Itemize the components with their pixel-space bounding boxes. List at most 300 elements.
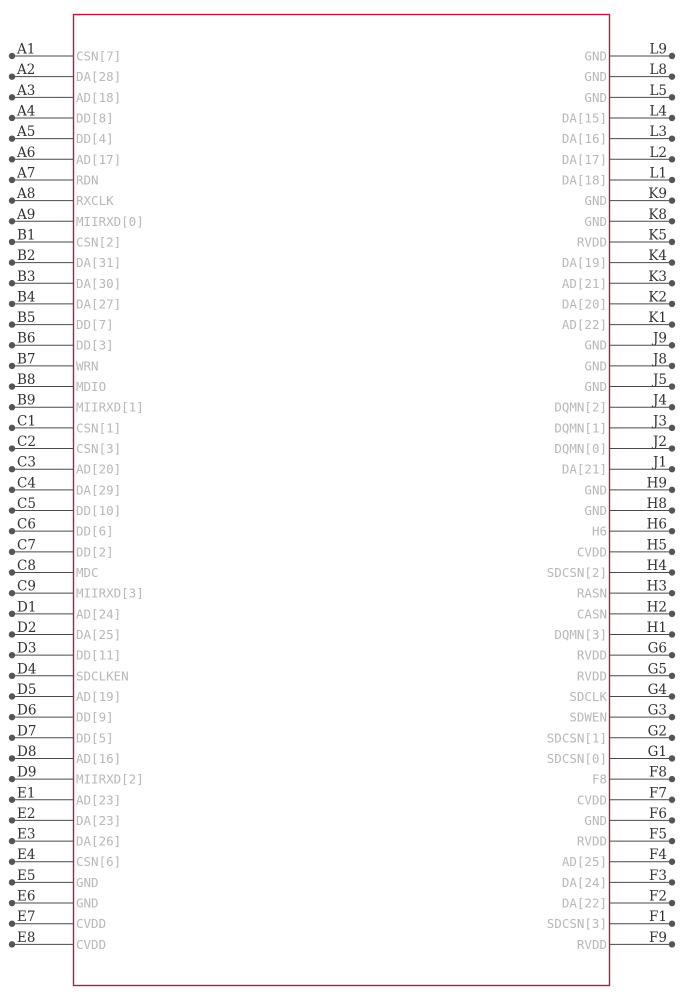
pin-name: DD[8]	[76, 110, 114, 126]
pin-name: DA[25]	[76, 626, 122, 642]
pin-name: GND	[584, 503, 607, 519]
pin-name: MIIRXD[2]	[76, 771, 144, 787]
pin-number: G4	[647, 681, 667, 698]
pin-number: C7	[17, 537, 36, 554]
pin-name: SDCSN[0]	[546, 750, 607, 766]
pin-endpoint-dot	[9, 156, 15, 162]
pin-endpoint-dot	[9, 239, 15, 245]
pin-number: B6	[17, 330, 36, 347]
pin-number: B1	[17, 227, 36, 244]
pin-endpoint-dot	[9, 714, 15, 720]
pin-name: DA[28]	[76, 69, 122, 85]
pin-name: RDN	[76, 172, 99, 188]
pin-endpoint-dot	[9, 487, 15, 493]
pin-number: D2	[17, 619, 37, 636]
pin-K3	[562, 269, 675, 291]
pin-name: GND	[584, 213, 607, 229]
pin-number: F3	[649, 867, 667, 884]
pin-number: F5	[649, 826, 667, 843]
pin-endpoint-dot	[9, 259, 15, 265]
pin-endpoint-dot	[669, 321, 675, 327]
pin-name: RVDD	[576, 833, 607, 849]
pin-G5	[577, 661, 675, 683]
pin-name: DA[27]	[76, 296, 122, 312]
pin-F9	[577, 930, 675, 952]
pin-name: DD[5]	[76, 730, 114, 746]
pin-number: E1	[17, 785, 36, 802]
pin-C5	[9, 496, 121, 518]
pin-number: A4	[17, 103, 36, 120]
pin-name: CVDD	[76, 916, 107, 932]
pin-endpoint-dot	[9, 817, 15, 823]
pin-number: D3	[17, 640, 37, 657]
pin-B3	[9, 269, 121, 291]
pin-name: SDCSN[1]	[546, 730, 607, 746]
pin-name: DA[26]	[76, 833, 122, 849]
pin-number: C3	[17, 454, 36, 471]
pin-name: SDWEN	[569, 709, 607, 725]
pin-F5	[577, 827, 675, 849]
pin-endpoint-dot	[9, 342, 15, 348]
pin-endpoint-dot	[669, 714, 675, 720]
pin-F1	[547, 909, 675, 931]
pin-C9	[9, 579, 144, 601]
pin-name: AD[22]	[561, 317, 607, 333]
pin-number: F6	[649, 805, 667, 822]
pin-endpoint-dot	[9, 569, 15, 575]
pin-name: RVDD	[576, 647, 607, 663]
pin-name: AD[18]	[76, 89, 122, 105]
pin-name: DA[30]	[76, 275, 122, 291]
pin-number: J8	[652, 351, 667, 368]
pin-endpoint-dot	[9, 900, 15, 906]
pin-name: DA[23]	[76, 812, 122, 828]
pin-endpoint-dot	[9, 115, 15, 121]
pin-D1	[9, 599, 121, 621]
pin-C7	[9, 537, 114, 559]
pin-endpoint-dot	[9, 735, 15, 741]
pin-name: DD[6]	[76, 523, 114, 539]
pin-number: A8	[17, 186, 36, 203]
pin-K4	[562, 248, 675, 270]
pin-name: SDCSN[3]	[546, 916, 607, 932]
pin-name: CSN[1]	[76, 420, 122, 436]
pin-endpoint-dot	[669, 156, 675, 162]
pin-H6	[592, 517, 675, 539]
pin-endpoint-dot	[9, 859, 15, 865]
pin-name: CSN[7]	[76, 48, 122, 64]
pin-D3	[9, 641, 121, 663]
pin-name: GND	[76, 874, 99, 890]
pin-endpoint-dot	[9, 507, 15, 513]
pin-number: L9	[649, 41, 667, 58]
pin-endpoint-dot	[669, 466, 675, 472]
pin-name: H6	[591, 523, 607, 539]
pin-number: L1	[649, 165, 667, 182]
pin-number: F8	[649, 764, 667, 781]
pin-A1	[9, 42, 121, 64]
pin-H1	[554, 620, 675, 642]
pin-number: H5	[646, 537, 667, 554]
pin-A2	[9, 62, 121, 84]
pin-name: GND	[76, 895, 99, 911]
pin-endpoint-dot	[669, 528, 675, 534]
pin-name: DD[11]	[76, 647, 122, 663]
pin-number: E6	[17, 888, 36, 905]
pin-name: DA[18]	[561, 172, 607, 188]
pin-name: F8	[591, 771, 607, 787]
pin-number: H4	[646, 558, 667, 574]
pin-G4	[569, 682, 675, 704]
pin-endpoint-dot	[9, 218, 15, 224]
pin-name: RVDD	[576, 234, 607, 250]
pin-number: B8	[17, 372, 36, 389]
pin-number: A3	[17, 82, 36, 99]
pin-name: RVDD	[576, 668, 607, 684]
pin-L3	[562, 124, 675, 146]
pin-number: F9	[649, 929, 667, 946]
component-body	[74, 15, 610, 986]
pin-name: DA[24]	[561, 874, 607, 890]
pin-name: SDCSN[2]	[546, 565, 607, 580]
pin-H8	[584, 496, 675, 518]
pin-D7	[9, 723, 114, 745]
pin-name: DQMN[3]	[554, 626, 607, 642]
pin-endpoint-dot	[669, 197, 675, 203]
pin-number: A6	[17, 144, 36, 161]
pin-endpoint-dot	[669, 693, 675, 699]
pin-endpoint-dot	[669, 487, 675, 493]
pin-endpoint-dot	[669, 445, 675, 451]
pin-number: E5	[17, 867, 36, 884]
pin-number: J3	[652, 413, 667, 430]
pin-H3	[577, 579, 675, 601]
pin-name: SDCLK	[569, 688, 607, 704]
pin-name: MDC	[76, 565, 99, 580]
pin-name: CVDD	[76, 936, 107, 952]
pin-number: B7	[17, 351, 36, 368]
pin-endpoint-dot	[9, 301, 15, 307]
pin-K9	[584, 186, 675, 208]
pin-number: J4	[652, 392, 667, 409]
pin-endpoint-dot	[9, 466, 15, 472]
pin-D2	[9, 620, 121, 642]
pin-endpoint-dot	[9, 280, 15, 286]
pin-name: AD[21]	[561, 275, 607, 291]
pin-name: RXCLK	[76, 193, 114, 209]
pin-number: K9	[648, 186, 667, 203]
pin-name: GND	[584, 48, 607, 64]
pin-K2	[562, 289, 675, 311]
pin-name: MIIRXD[0]	[76, 213, 144, 229]
pin-endpoint-dot	[9, 135, 15, 141]
pin-number: K3	[648, 268, 667, 285]
pin-endpoint-dot	[9, 549, 15, 555]
pin-E5	[9, 868, 99, 890]
pin-endpoint-dot	[669, 73, 675, 79]
pin-name: GND	[584, 812, 607, 828]
pin-J2	[554, 434, 675, 456]
pin-number: C6	[17, 516, 36, 533]
pin-J3	[554, 413, 675, 435]
pin-D6	[9, 703, 114, 725]
pin-number: D7	[17, 723, 37, 740]
pin-A4	[9, 103, 114, 125]
pin-A5	[9, 124, 114, 146]
pin-number: E2	[17, 805, 36, 822]
pin-endpoint-dot	[669, 859, 675, 865]
pin-number: D4	[17, 661, 37, 678]
pin-number: C5	[17, 496, 36, 513]
pin-number: K1	[648, 310, 667, 327]
pin-number: D6	[17, 702, 37, 719]
pin-number: C8	[17, 558, 36, 574]
pin-C2	[9, 434, 121, 456]
pin-F6	[584, 806, 675, 828]
pin-name: DA[21]	[561, 461, 607, 477]
pin-number: A5	[17, 124, 36, 141]
pin-name: AD[24]	[76, 606, 122, 622]
pin-name: DA[15]	[561, 110, 607, 126]
pin-F4	[562, 847, 675, 869]
pin-number: C9	[17, 578, 36, 595]
pin-endpoint-dot	[669, 404, 675, 410]
pin-endpoint-dot	[9, 838, 15, 844]
pin-endpoint-dot	[669, 838, 675, 844]
pin-endpoint-dot	[669, 735, 675, 741]
pin-C3	[9, 455, 121, 477]
pin-number: J1	[652, 454, 667, 471]
pin-K8	[584, 207, 675, 229]
pin-endpoint-dot	[669, 94, 675, 100]
pin-endpoint-dot	[9, 673, 15, 679]
pin-endpoint-dot	[9, 611, 15, 617]
pin-endpoint-dot	[669, 549, 675, 555]
pin-number: L5	[649, 82, 667, 99]
pin-endpoint-dot	[669, 817, 675, 823]
pin-number: J5	[652, 372, 667, 389]
pin-name: DA[31]	[76, 255, 122, 271]
pin-number: L8	[649, 62, 667, 79]
pin-endpoint-dot	[669, 53, 675, 59]
pin-number: E4	[17, 847, 36, 864]
pin-B2	[9, 248, 121, 270]
pin-F7	[577, 785, 675, 807]
pin-endpoint-dot	[669, 280, 675, 286]
pin-name: DA[19]	[561, 255, 607, 271]
pin-endpoint-dot	[669, 177, 675, 183]
pin-name: DD[2]	[76, 544, 114, 560]
pin-L9	[584, 42, 675, 64]
pin-endpoint-dot	[669, 301, 675, 307]
pin-number: F1	[649, 909, 667, 926]
pin-name: GND	[584, 358, 607, 374]
pin-endpoint-dot	[9, 652, 15, 658]
pin-G6	[577, 641, 675, 663]
pin-endpoint-dot	[9, 528, 15, 534]
pin-endpoint-dot	[9, 383, 15, 389]
pin-number: L4	[649, 103, 667, 120]
pin-endpoint-dot	[9, 631, 15, 637]
pin-B7	[9, 351, 99, 373]
pin-name: CVDD	[576, 544, 607, 560]
pin-G3	[569, 703, 675, 725]
pin-name: AD[17]	[76, 151, 122, 167]
pin-E1	[9, 785, 121, 807]
pin-B8	[9, 372, 106, 394]
pin-name: CASN	[576, 606, 607, 622]
pin-E7	[9, 909, 106, 931]
pin-name: AD[20]	[76, 461, 122, 477]
pin-name: CSN[2]	[76, 234, 122, 250]
pin-name: CSN[3]	[76, 441, 122, 457]
pin-J1	[562, 455, 675, 477]
pin-name: MIIRXD[3]	[76, 585, 144, 601]
pin-D5	[9, 682, 121, 704]
pin-number: E8	[17, 929, 36, 946]
pin-A9	[9, 207, 144, 229]
pin-number: F7	[649, 785, 667, 802]
pin-number: B5	[17, 310, 36, 327]
pin-endpoint-dot	[9, 94, 15, 100]
pin-name: GND	[584, 89, 607, 105]
pin-name: DA[17]	[561, 151, 607, 167]
pin-E6	[9, 889, 99, 911]
pin-number: H2	[646, 599, 667, 616]
pin-name: AD[23]	[76, 792, 122, 808]
pin-L4	[562, 103, 675, 125]
pin-L5	[584, 83, 675, 105]
pin-A7	[9, 165, 99, 187]
pin-name: DD[7]	[76, 317, 114, 333]
pin-name: GND	[584, 69, 607, 85]
pin-H4	[547, 558, 675, 580]
pin-number: G6	[647, 640, 667, 657]
pin-endpoint-dot	[669, 921, 675, 927]
pin-number: B9	[17, 392, 36, 409]
pin-G1	[547, 744, 675, 766]
pin-F8	[592, 765, 675, 787]
pin-H5	[577, 537, 675, 559]
pin-J4	[554, 393, 675, 415]
pin-number: B3	[17, 268, 36, 285]
pin-endpoint-dot	[669, 673, 675, 679]
pin-C4	[9, 475, 121, 497]
pin-endpoint-dot	[669, 879, 675, 885]
pin-number: L2	[649, 144, 667, 161]
pin-endpoint-dot	[9, 693, 15, 699]
pin-endpoint-dot	[669, 218, 675, 224]
pin-H9	[584, 475, 675, 497]
pin-endpoint-dot	[669, 776, 675, 782]
pin-name: DA[16]	[561, 131, 607, 147]
pin-name: MIIRXD[1]	[76, 399, 144, 415]
pin-K1	[562, 310, 675, 332]
pin-name: AD[25]	[561, 854, 607, 870]
pin-name: DA[29]	[76, 482, 122, 498]
pin-number: G3	[647, 702, 667, 719]
pin-endpoint-dot	[669, 425, 675, 431]
pin-number: C2	[17, 434, 36, 451]
pin-C8	[9, 558, 99, 580]
pin-number: G2	[647, 723, 667, 740]
pin-name: WRN	[76, 358, 99, 374]
pin-endpoint-dot	[9, 53, 15, 59]
pin-name: CSN[6]	[76, 854, 122, 870]
pin-number: H3	[646, 578, 667, 595]
pin-number: H9	[646, 475, 667, 492]
pin-name: DQMN[1]	[554, 420, 607, 436]
pin-endpoint-dot	[9, 755, 15, 761]
pin-D4	[9, 661, 129, 683]
pin-J8	[584, 351, 675, 373]
pin-endpoint-dot	[669, 135, 675, 141]
pin-number: C4	[17, 475, 36, 492]
pin-name: DA[22]	[561, 895, 607, 911]
pin-B5	[9, 310, 114, 332]
pin-number: H1	[646, 619, 667, 636]
pin-E3	[9, 827, 121, 849]
pin-name: AD[19]	[76, 688, 122, 704]
pin-endpoint-dot	[669, 115, 675, 121]
pin-number: A2	[17, 62, 36, 79]
pin-name: MDIO	[76, 379, 107, 395]
pin-number: D8	[17, 743, 37, 760]
pin-L8	[584, 62, 675, 84]
pin-endpoint-dot	[9, 797, 15, 803]
pin-endpoint-dot	[9, 404, 15, 410]
pin-C6	[9, 517, 114, 539]
pin-C1	[9, 413, 121, 435]
pin-number: A9	[17, 206, 36, 223]
pin-F2	[562, 889, 675, 911]
pin-name: DD[10]	[76, 503, 122, 519]
pin-endpoint-dot	[9, 445, 15, 451]
pin-name: SDCLKEN	[76, 668, 129, 684]
pin-endpoint-dot	[9, 197, 15, 203]
pin-F3	[562, 868, 675, 890]
pin-endpoint-dot	[669, 363, 675, 369]
pin-endpoint-dot	[669, 611, 675, 617]
pin-endpoint-dot	[669, 631, 675, 637]
pin-endpoint-dot	[9, 363, 15, 369]
pin-name: DQMN[0]	[554, 441, 607, 457]
pin-number: G1	[647, 743, 667, 760]
pin-H2	[577, 599, 675, 621]
pin-K5	[577, 227, 675, 249]
pin-endpoint-dot	[9, 425, 15, 431]
pin-B4	[9, 289, 121, 311]
pin-number: D9	[17, 764, 37, 781]
right-pin-column	[547, 42, 675, 952]
pin-endpoint-dot	[669, 569, 675, 575]
pin-name: DD[9]	[76, 709, 114, 725]
pin-endpoint-dot	[669, 342, 675, 348]
pin-endpoint-dot	[669, 259, 675, 265]
pin-number: K4	[648, 248, 667, 265]
left-pin-column	[9, 42, 144, 952]
pin-endpoint-dot	[669, 239, 675, 245]
pin-E8	[9, 930, 106, 952]
pin-number: B2	[17, 248, 36, 265]
pin-endpoint-dot	[669, 590, 675, 596]
pin-number: A1	[17, 41, 36, 58]
pin-name: GND	[584, 337, 607, 353]
pin-endpoint-dot	[9, 177, 15, 183]
pin-number: H8	[646, 496, 667, 513]
pin-endpoint-dot	[669, 383, 675, 389]
pin-number: D5	[17, 681, 37, 698]
